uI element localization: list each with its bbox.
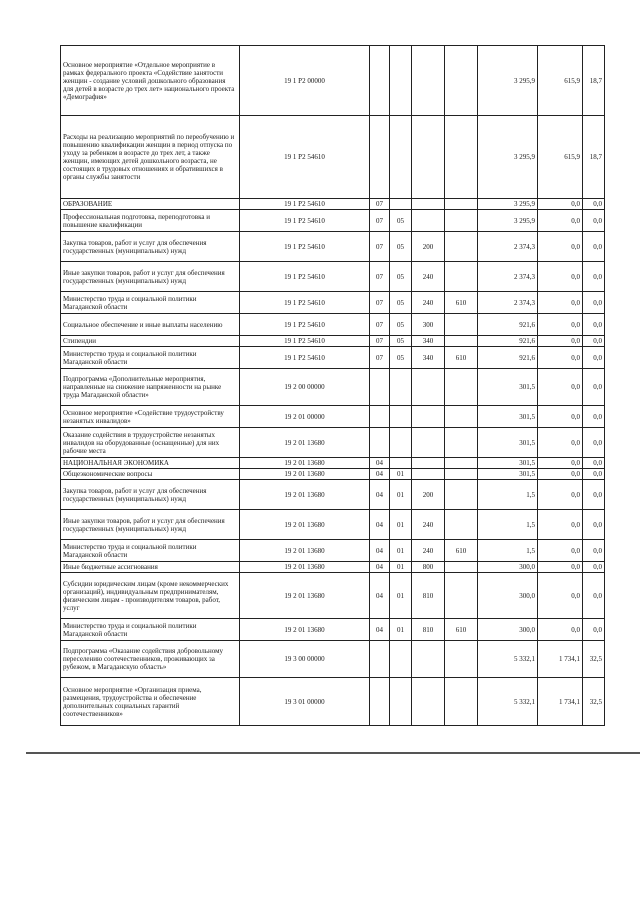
executed-amount: 0,0	[538, 314, 583, 336]
expense-name: Министерство труда и социальной политики Магаданской области	[61, 619, 240, 641]
table-row	[61, 232, 605, 262]
section-code: 04	[370, 469, 390, 480]
executed-amount: 0,0	[538, 619, 583, 641]
expense-name: Подпрограмма «Оказание содействия добровольному переселению соотечественников, проживающих за рубежом, в Магаданскую область»	[61, 641, 240, 678]
administrator-code	[445, 562, 478, 573]
execution-percent: 0,0	[583, 480, 605, 510]
section-code: 07	[370, 232, 390, 262]
table-row	[61, 428, 605, 458]
planned-amount: 921,6	[478, 336, 538, 347]
executed-amount: 0,0	[538, 336, 583, 347]
administrator-code: 610	[445, 540, 478, 562]
execution-percent: 0,0	[583, 428, 605, 458]
table-row	[61, 458, 605, 469]
planned-amount: 1,5	[478, 480, 538, 510]
expense-name: Иные закупки товаров, работ и услуг для обеспечения государственных (муниципальных) нужд	[61, 510, 240, 540]
expense-name: НАЦИОНАЛЬНАЯ ЭКОНОМИКА	[61, 458, 240, 469]
expense-type-code: 800	[412, 562, 445, 573]
expense-name: Министерство труда и социальной политики Магаданской области	[61, 292, 240, 314]
administrator-code	[445, 232, 478, 262]
section-code: 07	[370, 262, 390, 292]
expense-type-code: 240	[412, 262, 445, 292]
expense-type-code	[412, 406, 445, 428]
expense-name: Основное мероприятие «Организация приема, размещения, трудоустройства и обеспечение дополнительных социальных гарантий соотечественников»	[61, 678, 240, 726]
executed-amount: 0,0	[538, 458, 583, 469]
expense-type-code	[412, 369, 445, 406]
target-code: 19 1 P2 54610	[240, 210, 370, 232]
subsection-code: 05	[390, 314, 412, 336]
expense-type-code: 810	[412, 573, 445, 619]
administrator-code	[445, 314, 478, 336]
expense-name: Оказание содействия в трудоустройстве незанятых инвалидов на оборудованные (оснащенные) для них рабочие места	[61, 428, 240, 458]
expense-type-code: 810	[412, 619, 445, 641]
planned-amount: 2 374,3	[478, 232, 538, 262]
execution-percent: 0,0	[583, 573, 605, 619]
target-code: 19 2 01 13680	[240, 510, 370, 540]
execution-percent: 0,0	[583, 314, 605, 336]
execution-percent: 0,0	[583, 292, 605, 314]
subsection-code	[390, 641, 412, 678]
planned-amount: 3 295,9	[478, 199, 538, 210]
administrator-code	[445, 369, 478, 406]
planned-amount: 301,5	[478, 458, 538, 469]
planned-amount: 2 374,3	[478, 262, 538, 292]
section-code	[370, 641, 390, 678]
expense-name: Основное мероприятие «Отдельное мероприятие в рамках федерального проекта «Содействие занятости женщин - создание условий дошкольного образования для детей в возрасте до трех лет» национального проекта «Демография»	[61, 46, 240, 116]
expense-name: Закупка товаров, работ и услуг для обеспечения государственных (муниципальных) нужд	[61, 480, 240, 510]
subsection-code: 01	[390, 469, 412, 480]
target-code: 19 1 P2 54610	[240, 199, 370, 210]
expense-type-code: 300	[412, 314, 445, 336]
section-code	[370, 678, 390, 726]
target-code: 19 3 00 00000	[240, 641, 370, 678]
expense-name: Общеэкономические вопросы	[61, 469, 240, 480]
section-code: 04	[370, 573, 390, 619]
budget-execution-table	[60, 45, 605, 726]
subsection-code	[390, 46, 412, 116]
executed-amount: 0,0	[538, 210, 583, 232]
target-code: 19 1 P2 00000	[240, 46, 370, 116]
target-code: 19 1 P2 54610	[240, 232, 370, 262]
subsection-code: 01	[390, 562, 412, 573]
executed-amount: 0,0	[538, 510, 583, 540]
expense-type-code	[412, 210, 445, 232]
planned-amount: 301,5	[478, 428, 538, 458]
table-row	[61, 562, 605, 573]
target-code: 19 2 01 13680	[240, 480, 370, 510]
subsection-code	[390, 406, 412, 428]
table-row	[61, 369, 605, 406]
expense-name: Закупка товаров, работ и услуг для обеспечения государственных (муниципальных) нужд	[61, 232, 240, 262]
target-code: 19 3 01 00000	[240, 678, 370, 726]
table-row	[61, 540, 605, 562]
planned-amount: 1,5	[478, 510, 538, 540]
table-row	[61, 292, 605, 314]
execution-percent: 0,0	[583, 619, 605, 641]
planned-amount: 301,5	[478, 469, 538, 480]
section-code	[370, 406, 390, 428]
administrator-code	[445, 336, 478, 347]
section-code: 07	[370, 347, 390, 369]
planned-amount: 921,6	[478, 314, 538, 336]
subsection-code: 05	[390, 232, 412, 262]
expense-name: Иные бюджетные ассигнования	[61, 562, 240, 573]
executed-amount: 0,0	[538, 562, 583, 573]
administrator-code	[445, 469, 478, 480]
section-code	[370, 369, 390, 406]
subsection-code	[390, 369, 412, 406]
subsection-code	[390, 116, 412, 199]
administrator-code	[445, 510, 478, 540]
expense-type-code: 200	[412, 480, 445, 510]
subsection-code: 05	[390, 210, 412, 232]
section-code: 07	[370, 199, 390, 210]
expense-name: Расходы на реализацию мероприятий по переобучению и повышению квалификации женщин в период отпуска по уходу за ребенком в возрасте до трех лет, а также женщин, имеющих детей дошкольного возраста, не состоящих в трудовых отношениях и обратившихся в органы службы занятости	[61, 116, 240, 199]
table-row	[61, 347, 605, 369]
subsection-code: 01	[390, 619, 412, 641]
planned-amount: 301,5	[478, 369, 538, 406]
administrator-code	[445, 678, 478, 726]
executed-amount: 0,0	[538, 469, 583, 480]
expense-type-code: 200	[412, 232, 445, 262]
table-row	[61, 641, 605, 678]
administrator-code	[445, 573, 478, 619]
section-code	[370, 116, 390, 199]
expense-name: ОБРАЗОВАНИЕ	[61, 199, 240, 210]
executed-amount: 1 734,1	[538, 641, 583, 678]
target-code: 19 2 01 00000	[240, 406, 370, 428]
expense-name: Министерство труда и социальной политики Магаданской области	[61, 540, 240, 562]
execution-percent: 18,7	[583, 116, 605, 199]
section-code	[370, 46, 390, 116]
expense-type-code	[412, 469, 445, 480]
subsection-code: 01	[390, 540, 412, 562]
planned-amount: 5 332,1	[478, 641, 538, 678]
executed-amount: 0,0	[538, 573, 583, 619]
execution-percent: 0,0	[583, 458, 605, 469]
table-row	[61, 199, 605, 210]
section-code: 04	[370, 619, 390, 641]
expense-type-code: 240	[412, 292, 445, 314]
target-code: 19 2 01 13680	[240, 540, 370, 562]
section-code: 04	[370, 510, 390, 540]
administrator-code	[445, 641, 478, 678]
section-code: 04	[370, 562, 390, 573]
expense-type-code	[412, 199, 445, 210]
subsection-code	[390, 678, 412, 726]
table-row	[61, 46, 605, 116]
subsection-code	[390, 428, 412, 458]
table-row	[61, 336, 605, 347]
subsection-code: 05	[390, 292, 412, 314]
table-row	[61, 678, 605, 726]
execution-percent: 0,0	[583, 562, 605, 573]
target-code: 19 1 P2 54610	[240, 314, 370, 336]
target-code: 19 2 01 13680	[240, 619, 370, 641]
subsection-code: 05	[390, 336, 412, 347]
executed-amount: 1 734,1	[538, 678, 583, 726]
administrator-code	[445, 46, 478, 116]
subsection-code: 01	[390, 480, 412, 510]
planned-amount: 921,6	[478, 347, 538, 369]
planned-amount: 3 295,9	[478, 46, 538, 116]
expense-name: Субсидии юридическим лицам (кроме некоммерческих организаций), индивидуальным предпринимателям, физическим лицам - производителям товаров, работ, услуг	[61, 573, 240, 619]
expense-type-code	[412, 641, 445, 678]
expense-name: Министерство труда и социальной политики Магаданской области	[61, 347, 240, 369]
execution-percent: 18,7	[583, 46, 605, 116]
table-row	[61, 469, 605, 480]
executed-amount: 615,9	[538, 116, 583, 199]
expense-type-code	[412, 46, 445, 116]
page-divider-line	[26, 752, 640, 754]
table-row	[61, 510, 605, 540]
expense-name: Социальное обеспечение и иные выплаты населению	[61, 314, 240, 336]
expense-type-code: 240	[412, 510, 445, 540]
executed-amount: 0,0	[538, 480, 583, 510]
administrator-code	[445, 116, 478, 199]
administrator-code	[445, 458, 478, 469]
administrator-code	[445, 199, 478, 210]
planned-amount: 3 295,9	[478, 210, 538, 232]
execution-percent: 0,0	[583, 469, 605, 480]
executed-amount: 0,0	[538, 347, 583, 369]
subsection-code: 01	[390, 510, 412, 540]
target-code: 19 1 P2 54610	[240, 292, 370, 314]
planned-amount: 300,0	[478, 619, 538, 641]
executed-amount: 0,0	[538, 292, 583, 314]
target-code: 19 1 P2 54610	[240, 336, 370, 347]
subsection-code: 05	[390, 347, 412, 369]
administrator-code	[445, 480, 478, 510]
execution-percent: 0,0	[583, 369, 605, 406]
execution-percent: 0,0	[583, 336, 605, 347]
target-code: 19 2 01 13680	[240, 428, 370, 458]
expense-name: Стипендии	[61, 336, 240, 347]
section-code: 04	[370, 458, 390, 469]
administrator-code: 610	[445, 347, 478, 369]
administrator-code	[445, 210, 478, 232]
executed-amount: 0,0	[538, 232, 583, 262]
section-code: 07	[370, 292, 390, 314]
section-code: 07	[370, 336, 390, 347]
subsection-code: 01	[390, 573, 412, 619]
section-code: 04	[370, 540, 390, 562]
section-code	[370, 428, 390, 458]
administrator-code	[445, 406, 478, 428]
subsection-code	[390, 458, 412, 469]
execution-percent: 0,0	[583, 210, 605, 232]
target-code: 19 1 P2 54610	[240, 347, 370, 369]
target-code: 19 2 00 00000	[240, 369, 370, 406]
execution-percent: 32,5	[583, 641, 605, 678]
table-row	[61, 406, 605, 428]
execution-percent: 0,0	[583, 540, 605, 562]
section-code: 04	[370, 480, 390, 510]
target-code: 19 2 01 13680	[240, 562, 370, 573]
executed-amount: 0,0	[538, 428, 583, 458]
planned-amount: 300,0	[478, 562, 538, 573]
executed-amount: 0,0	[538, 406, 583, 428]
executed-amount: 0,0	[538, 262, 583, 292]
planned-amount: 1,5	[478, 540, 538, 562]
administrator-code: 610	[445, 619, 478, 641]
section-code: 07	[370, 314, 390, 336]
executed-amount: 0,0	[538, 540, 583, 562]
executed-amount: 0,0	[538, 199, 583, 210]
target-code: 19 1 P2 54610	[240, 262, 370, 292]
target-code: 19 2 01 13680	[240, 573, 370, 619]
expense-type-code	[412, 116, 445, 199]
planned-amount: 5 332,1	[478, 678, 538, 726]
expense-type-code	[412, 428, 445, 458]
planned-amount: 2 374,3	[478, 292, 538, 314]
execution-percent: 32,5	[583, 678, 605, 726]
table-row	[61, 480, 605, 510]
table-row	[61, 619, 605, 641]
table-row	[61, 262, 605, 292]
expense-name: Основное мероприятие «Содействие трудоустройству незанятых инвалидов»	[61, 406, 240, 428]
executed-amount: 615,9	[538, 46, 583, 116]
expense-name: Профессиональная подготовка, переподготовка и повышение квалификации	[61, 210, 240, 232]
expense-type-code: 240	[412, 540, 445, 562]
subsection-code: 05	[390, 262, 412, 292]
expense-type-code	[412, 678, 445, 726]
subsection-code	[390, 199, 412, 210]
administrator-code	[445, 262, 478, 292]
expense-name: Подпрограмма «Дополнительные мероприятия, направленные на снижение напряженности на рынке труда Магаданской области»	[61, 369, 240, 406]
expense-type-code	[412, 458, 445, 469]
administrator-code: 610	[445, 292, 478, 314]
execution-percent: 0,0	[583, 510, 605, 540]
table-row	[61, 314, 605, 336]
expense-type-code: 340	[412, 347, 445, 369]
table-row	[61, 210, 605, 232]
expense-type-code: 340	[412, 336, 445, 347]
administrator-code	[445, 428, 478, 458]
planned-amount: 301,5	[478, 406, 538, 428]
expense-name: Иные закупки товаров, работ и услуг для обеспечения государственных (муниципальных) нужд	[61, 262, 240, 292]
section-code: 07	[370, 210, 390, 232]
executed-amount: 0,0	[538, 369, 583, 406]
target-code: 19 1 P2 54610	[240, 116, 370, 199]
execution-percent: 0,0	[583, 262, 605, 292]
target-code: 19 2 01 13680	[240, 469, 370, 480]
planned-amount: 300,0	[478, 573, 538, 619]
execution-percent: 0,0	[583, 199, 605, 210]
execution-percent: 0,0	[583, 406, 605, 428]
execution-percent: 0,0	[583, 347, 605, 369]
target-code: 19 2 01 13680	[240, 458, 370, 469]
execution-percent: 0,0	[583, 232, 605, 262]
planned-amount: 3 295,9	[478, 116, 538, 199]
table-row	[61, 116, 605, 199]
table-row	[61, 573, 605, 619]
